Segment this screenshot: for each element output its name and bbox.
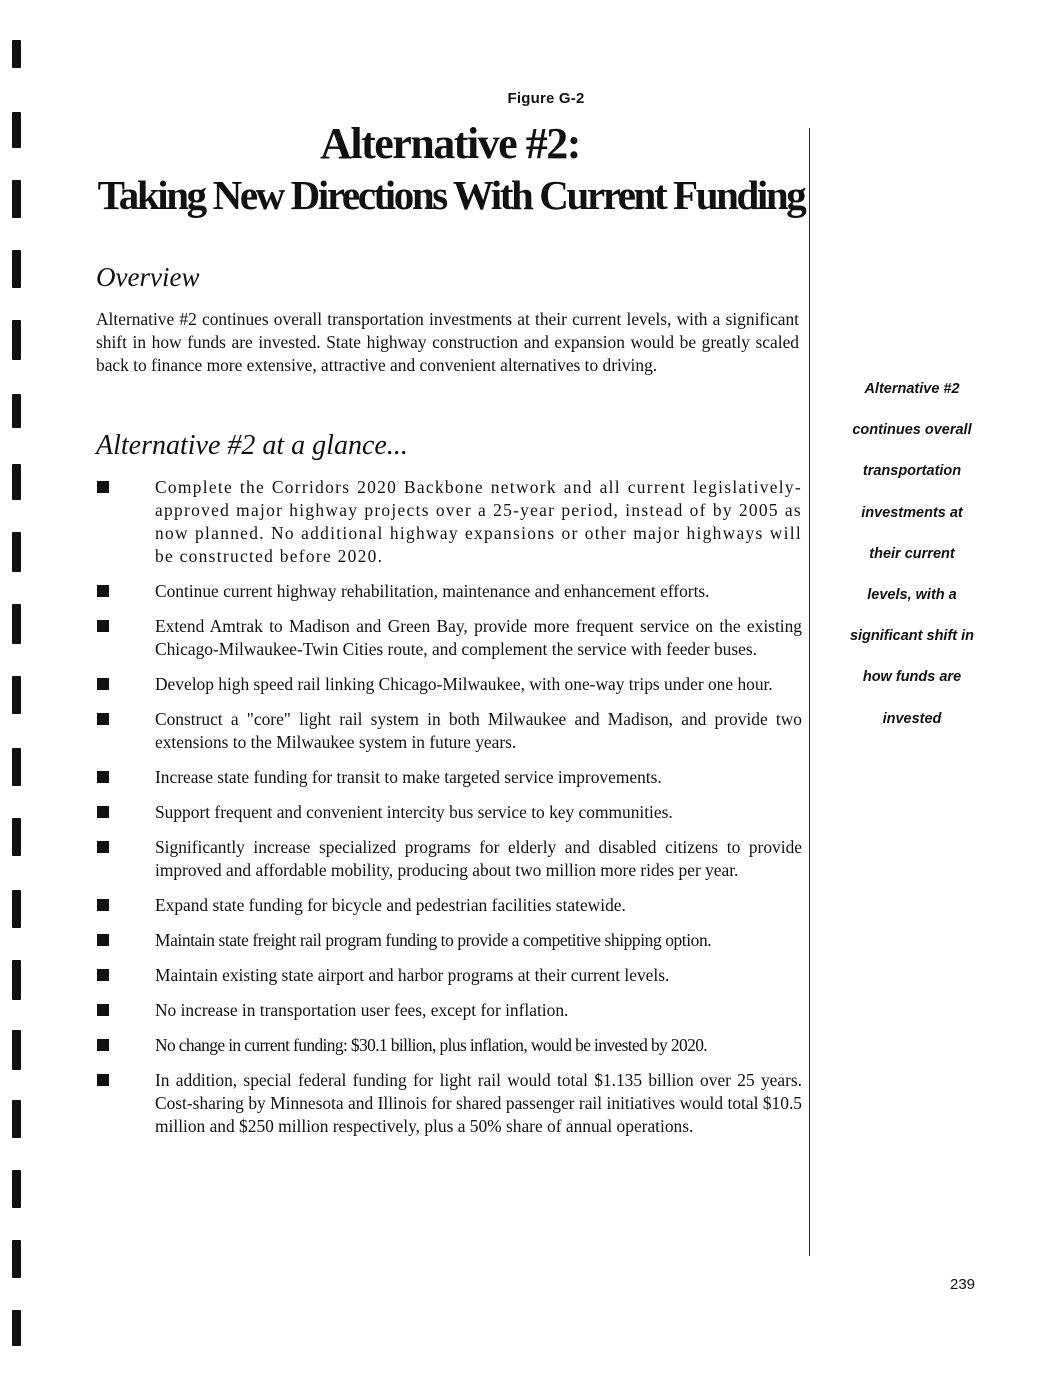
bullet-item (96, 929, 802, 952)
overview-heading: Overview (96, 262, 200, 292)
sidebar-pull-quote (826, 376, 998, 747)
bullet-square-icon (97, 771, 109, 783)
figure-label: Figure G-2 (507, 90, 585, 107)
bullet-text: Maintain existing state airport and harbor programs at their current levels. (155, 965, 670, 985)
bullet-item (96, 1034, 802, 1057)
binding-mark (12, 180, 21, 218)
overview-paragraph: Alternative #2 continues overall transportation investments at their current levels, with a significant shift in how funds are invested. State highway construction and expansion would be greatly scaled back to finance more extensive, attractive and convenient alternatives to driving. (96, 309, 799, 375)
page-number: 239 (950, 1276, 976, 1293)
binding-mark (12, 960, 21, 1000)
binding-mark (12, 1170, 21, 1208)
binding-mark (12, 532, 21, 572)
glance-heading: Alternative #2 at a glance... (96, 430, 408, 461)
bullet-square-icon (97, 620, 109, 632)
binding-mark (12, 748, 21, 786)
binding-mark (12, 394, 21, 428)
pull-quote-line: investments at (861, 504, 963, 521)
page-subtitle: Taking New Directions With Current Funding (97, 172, 805, 218)
bullet-square-icon (97, 934, 109, 946)
bullet-square-icon (97, 969, 109, 981)
binding-mark (12, 676, 21, 714)
bullet-item (96, 673, 802, 696)
binding-mark (12, 1240, 21, 1278)
binding-mark (12, 818, 21, 856)
column-divider (809, 128, 810, 1256)
bullet-square-icon (97, 678, 109, 690)
bullet-text: Construct a "core" light rail system in both Milwaukee and Madison, and provide two extensions to the Milwaukee system in future years. (155, 709, 802, 752)
bullet-square-icon (97, 806, 109, 818)
pull-quote-line: levels, with a (867, 586, 957, 603)
bullet-item (96, 1069, 802, 1138)
bullet-text: No increase in transportation user fees, except for inflation. (155, 1000, 569, 1020)
bullet-item (96, 964, 802, 987)
bullet-text: Significantly increase specialized programs for elderly and disabled citizens to provide improved and affordable mobility, producing about two million more rides per year. (155, 837, 802, 880)
glance-bullet-list (96, 476, 802, 1150)
pull-quote-line: Alternative #2 (864, 381, 960, 397)
binding-mark (12, 1310, 21, 1346)
bullet-text: Expand state funding for bicycle and pedestrian facilities statewide. (155, 895, 626, 915)
bullet-item (96, 999, 802, 1022)
bullet-item (96, 766, 802, 789)
bullet-text: In addition, special federal funding for light rail would total $1.135 billion over 25 years. Cost-sharing by Minnesota and Illinois for shared passenger rail initiatives would total $10.5 million and $250 million respectively, plus a 50% share of annual operations. (155, 1070, 802, 1136)
bullet-square-icon (97, 585, 109, 597)
pull-quote-line: continues overall (852, 422, 972, 439)
bullet-text: Support frequent and convenient intercity bus service to key communities. (155, 802, 673, 822)
pull-quote-line: how funds are (862, 669, 962, 686)
bullet-item (96, 615, 802, 661)
binding-mark (12, 464, 21, 500)
binding-mark (12, 890, 21, 928)
bullet-text: No change in current funding: $30.1 billion, plus inflation, would be invested by 2020. (155, 1035, 708, 1055)
bullet-text: Extend Amtrak to Madison and Green Bay, provide more frequent service on the existing Chicago-Milwaukee-Twin Cities route, and complement the service with feeder buses. (155, 616, 802, 659)
bullet-text: Complete the Corridors 2020 Backbone network and all current legislatively-approved major highway projects over a 25-year period, instead of by 2005 as now planned. No additional highway expansions or other major highways will be constructed before 2020. (155, 477, 802, 566)
bullet-item (96, 801, 802, 824)
bullet-text: Develop high speed rail linking Chicago-Milwaukee, with one-way trips under one hour. (155, 674, 773, 694)
bullet-square-icon (97, 713, 109, 725)
bullet-square-icon (97, 1004, 109, 1016)
binding-mark (12, 1030, 21, 1070)
page-title: Alternative #2: (320, 119, 580, 168)
bullet-text: Maintain state freight rail program funding to provide a competitive shipping option. (155, 930, 712, 950)
bullet-item (96, 836, 802, 882)
bullet-item (96, 708, 802, 754)
bullet-square-icon (97, 481, 109, 493)
binding-mark (12, 1100, 21, 1138)
bullet-item (96, 580, 802, 603)
bullet-square-icon (97, 841, 109, 853)
binding-mark (12, 250, 21, 288)
binding-marks (12, 0, 26, 1380)
pull-quote-line: invested (882, 710, 942, 727)
bullet-text: Increase state funding for transit to make targeted service improvements. (155, 767, 662, 787)
bullet-square-icon (97, 899, 109, 911)
bullet-text: Continue current highway rehabilitation, maintenance and enhancement efforts. (155, 581, 710, 601)
bullet-item (96, 476, 802, 568)
binding-mark (12, 320, 21, 360)
pull-quote-line: significant shift in (849, 628, 975, 645)
bullet-square-icon (97, 1039, 109, 1051)
bullet-square-icon (97, 1074, 109, 1086)
binding-mark (12, 604, 21, 644)
binding-mark (12, 40, 21, 68)
pull-quote-line: transportation (862, 463, 962, 480)
pull-quote-line: their current (869, 545, 955, 562)
bullet-item (96, 894, 802, 917)
